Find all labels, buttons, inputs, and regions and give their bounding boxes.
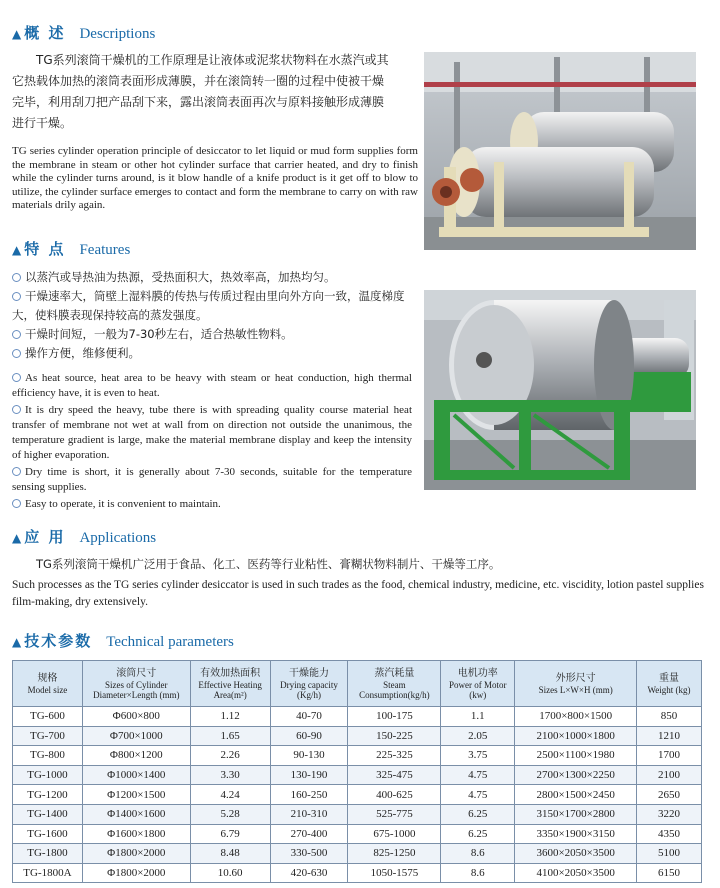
table-cell: 850 [637, 707, 702, 727]
table-cell: 2100 [637, 765, 702, 785]
table-cell: Φ1800×2000 [82, 844, 190, 864]
table-cell: 1700 [637, 746, 702, 766]
applications-cn-paragraph: TG系列滚筒干燥机广泛用于食品、化工、医药等行业粘性、膏糊状物料制片、干燥等工序。 [36, 557, 501, 571]
table-cell: 1.1 [441, 707, 515, 727]
circle-bullet-icon [12, 292, 21, 301]
table-cell: 270-400 [270, 824, 348, 844]
table-cell: 6.79 [190, 824, 270, 844]
circle-bullet-icon [12, 373, 21, 382]
table-cell: 325-475 [348, 765, 441, 785]
descriptions-cn-paragraph [12, 50, 422, 134]
table-row [13, 765, 702, 785]
cylinder-dryer-photo-2 [424, 290, 696, 490]
cylinder-dryer-photo-1 [424, 52, 696, 250]
feature-item-en [12, 465, 412, 495]
table-cell: 90-130 [270, 746, 348, 766]
table-cell: 8.6 [441, 863, 515, 883]
column-header: 重量 Weight (kg) [637, 661, 702, 707]
table-cell: 4.24 [190, 785, 270, 805]
table-cell: 3600×2050×3500 [515, 844, 637, 864]
feature-text: It is dry speed the heavy, tube there is with spreading quality course material heat transfer of membrane not wet at wall from on direction not outside the unanimous, the temperature gradient is large, make the material membrane display and keep the intensity of higher evaporation. [12, 404, 412, 461]
table-row [13, 726, 702, 746]
table-cell: 5100 [637, 844, 702, 864]
table-cell: TG-1800 [13, 844, 83, 864]
descriptions-cn-line: 完毕，利用刮刀把产品刮下来，露出滚筒表面再次与原料接触形成薄膜 [12, 95, 385, 109]
feature-item-cn [12, 325, 412, 344]
applications-heading: ▲ 应 用 Applications [12, 528, 157, 546]
descriptions-cn-line: 它热载体加热的滚筒表面形成薄膜，并在滚筒转一圈的过程中使被干燥 [12, 74, 385, 88]
table-cell: 3220 [637, 804, 702, 824]
table-row [13, 844, 702, 864]
table-cell: 4.75 [441, 765, 515, 785]
feature-text: 操作方便，维修便利。 [25, 346, 140, 360]
column-header: 有效加热面积 Effective Heating Area(m²) [190, 661, 270, 707]
table-cell: 525-775 [348, 804, 441, 824]
table-cell: Φ800×1200 [82, 746, 190, 766]
table-cell: 130-190 [270, 765, 348, 785]
circle-bullet-icon [12, 405, 21, 414]
table-cell: Φ1000×1400 [82, 765, 190, 785]
table-row [13, 824, 702, 844]
table-cell: 3.30 [190, 765, 270, 785]
table-cell: 6150 [637, 863, 702, 883]
descriptions-en-paragraph: TG series cylinder operation principle of desiccator to let liquid or mud form supplies form the membrane in steam or other hot cylinder surface that carrier heated, and dry to finish while the cylinder turns around, is it blow handle of a knife product is it get off to blow to utilize, the cylinder surface emerges to contact and form the membrane to carry on with raw materials drily again. [12, 145, 418, 211]
descriptions-cn-line: 进行干燥。 [12, 116, 73, 130]
table-cell: 2.26 [190, 746, 270, 766]
table-cell: 8.48 [190, 844, 270, 864]
table-cell: 3350×1900×3150 [515, 824, 637, 844]
table-row [13, 707, 702, 727]
table-cell: 10.60 [190, 863, 270, 883]
table-cell: 825-1250 [348, 844, 441, 864]
circle-bullet-icon [12, 499, 21, 508]
table-cell: Φ700×1000 [82, 726, 190, 746]
table-cell: Φ1800×2000 [82, 863, 190, 883]
table-cell: 675-1000 [348, 824, 441, 844]
table-cell: 330-500 [270, 844, 348, 864]
technical-parameters-table [12, 660, 702, 883]
table-cell: 2650 [637, 785, 702, 805]
table-cell: 420-630 [270, 863, 348, 883]
table-cell: 8.6 [441, 844, 515, 864]
circle-bullet-icon [12, 467, 21, 476]
table-cell: 3.75 [441, 746, 515, 766]
column-header: 外形尺寸 Sizes L×W×H (mm) [515, 661, 637, 707]
table-row [13, 785, 702, 805]
table-cell: 60-90 [270, 726, 348, 746]
feature-item-cn [12, 287, 412, 325]
table-cell: TG-1200 [13, 785, 83, 805]
table-header-row [13, 661, 702, 707]
feature-text: Easy to operate, it is convenient to maintain. [25, 498, 221, 510]
table-cell: TG-1400 [13, 804, 83, 824]
table-cell: 4.75 [441, 785, 515, 805]
table-cell: Φ1400×1600 [82, 804, 190, 824]
applications-en-paragraph: Such processes as the TG series cylinder desiccator is used in such trades as the food, chemical industry, medicine, etc. viscidity, lotion pastel supplies film-making, dry extensively. [12, 579, 704, 608]
table-cell: 225-325 [348, 746, 441, 766]
descriptions-heading: ▲ 概 述 Descriptions [12, 24, 156, 42]
table-cell: 1050-1575 [348, 863, 441, 883]
descriptions-cn-line: TG系列滚筒干燥机的工作原理是让液体或泥浆状物料在水蒸汽或其 [36, 53, 389, 67]
table-cell: 400-625 [348, 785, 441, 805]
table-cell: 4100×2050×3500 [515, 863, 637, 883]
table-cell: 40-70 [270, 707, 348, 727]
table-cell: TG-600 [13, 707, 83, 727]
circle-bullet-icon [12, 349, 21, 358]
table-cell: TG-700 [13, 726, 83, 746]
feature-item-en [12, 371, 412, 401]
table-cell: Φ1600×1800 [82, 824, 190, 844]
table-cell: 2100×1000×1800 [515, 726, 637, 746]
column-header: 滚筒尺寸 Sizes of Cylinder Diameter×Length (mm) [82, 661, 190, 707]
table-cell: 1.12 [190, 707, 270, 727]
feature-text: As heat source, heat area to be heavy with steam or heat conduction, high thermal efficiency have, it is even to heat. [12, 372, 412, 399]
table-cell: 100-175 [348, 707, 441, 727]
table-row [13, 804, 702, 824]
feature-item-en [12, 403, 412, 463]
table-cell: 6.25 [441, 804, 515, 824]
feature-text: 干燥时间短，一般为7-30秒左右，适合热敏性物料。 [25, 327, 293, 341]
table-cell: 2.05 [441, 726, 515, 746]
table-cell: TG-1600 [13, 824, 83, 844]
table-cell: 150-225 [348, 726, 441, 746]
table-cell: Φ600×800 [82, 707, 190, 727]
circle-bullet-icon [12, 273, 21, 282]
column-header: 规格 Model size [13, 661, 83, 707]
table-cell: 1210 [637, 726, 702, 746]
feature-item-cn [12, 344, 412, 363]
triangle-icon: ▲ [12, 27, 22, 41]
feature-text: Dry time is short, it is generally about 7-30 seconds, suitable for the temperature sensing supplies. [12, 466, 412, 493]
table-cell: 1700×800×1500 [515, 707, 637, 727]
column-header: 蒸汽耗量 Steam Consumption(kg/h) [348, 661, 441, 707]
table-cell: 5.28 [190, 804, 270, 824]
technical-heading: ▲ 技术参数 Technical parameters [12, 632, 234, 650]
table-cell: 3150×1700×2800 [515, 804, 637, 824]
column-header: 电机功率 Power of Motor (kw) [441, 661, 515, 707]
table-cell: Φ1200×1500 [82, 785, 190, 805]
table-cell: 160-250 [270, 785, 348, 805]
feature-item-en [12, 497, 412, 512]
triangle-icon: ▲ [12, 635, 22, 649]
table-row [13, 746, 702, 766]
feature-item-cn [12, 268, 412, 287]
table-cell: 2500×1100×1980 [515, 746, 637, 766]
table-cell: TG-1800A [13, 863, 83, 883]
table-cell: 6.25 [441, 824, 515, 844]
table-cell: TG-1000 [13, 765, 83, 785]
features-heading: ▲ 特 点 Features [12, 240, 131, 258]
table-cell: 1.65 [190, 726, 270, 746]
column-header: 干燥能力 Drying capacity (Kg/h) [270, 661, 348, 707]
table-cell: 4350 [637, 824, 702, 844]
feature-text: 以蒸汽或导热油为热源，受热面积大，热效率高，加热均匀。 [25, 270, 336, 284]
table-cell: 210-310 [270, 804, 348, 824]
triangle-icon: ▲ [12, 531, 22, 545]
table-cell: TG-800 [13, 746, 83, 766]
triangle-icon: ▲ [12, 243, 22, 257]
feature-text: 干燥速率大，筒壁上湿料膜的传热与传质过程由里向外方向一致，温度梯度大，使料膜表现保持较高的蒸发强度。 [12, 289, 405, 322]
features-list [12, 268, 412, 512]
circle-bullet-icon [12, 330, 21, 339]
table-cell: 2800×1500×2450 [515, 785, 637, 805]
table-cell: 2700×1300×2250 [515, 765, 637, 785]
table-row [13, 863, 702, 883]
